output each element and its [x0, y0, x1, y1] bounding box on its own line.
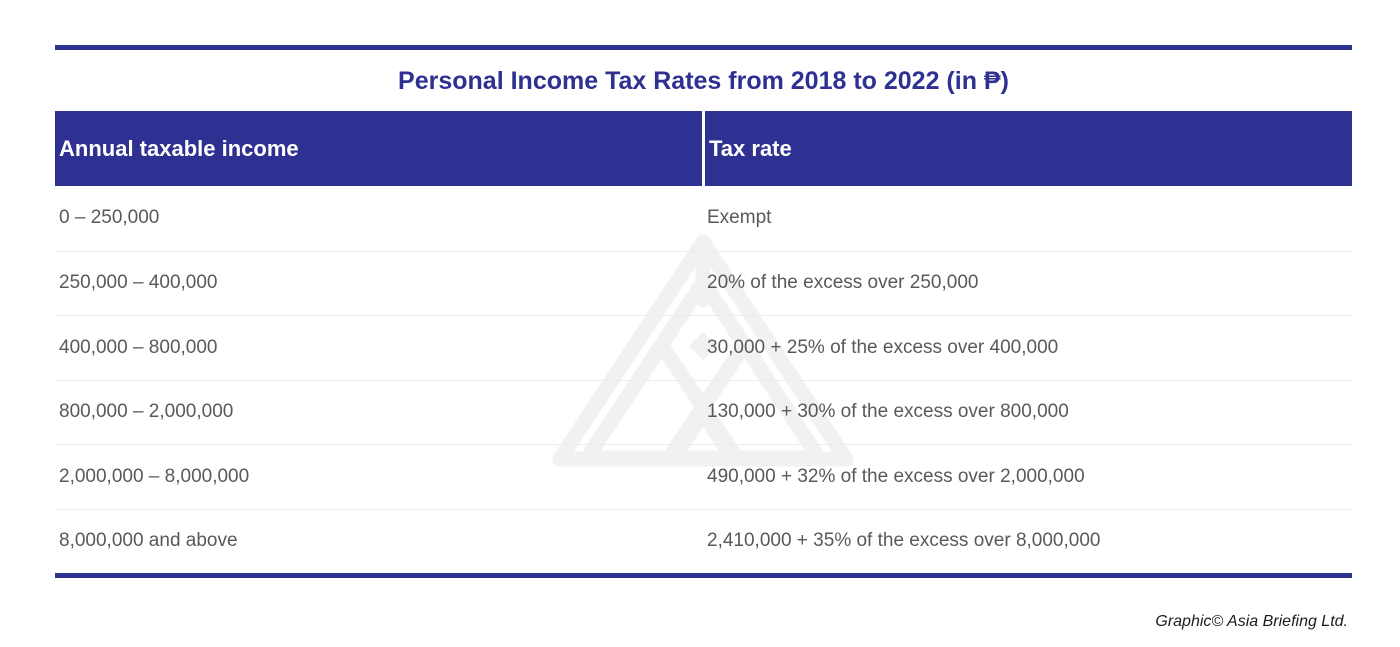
cell-tax-rate: 20% of the excess over 250,000 — [707, 272, 979, 294]
bottom-accent-bar — [55, 573, 1352, 578]
cell-tax-rate: 30,000 + 25% of the excess over 400,000 — [707, 336, 1059, 358]
cell-annual-taxable-income: 2,000,000 – 8,000,000 — [59, 465, 250, 487]
table-body — [55, 186, 1352, 573]
cell-tax-rate: 130,000 + 30% of the excess over 800,000 — [707, 401, 1069, 423]
cell-annual-taxable-income: 800,000 – 2,000,000 — [59, 401, 234, 423]
cell-annual-taxable-income: 8,000,000 and above — [59, 530, 238, 552]
cell-tax-rate: 490,000 + 32% of the excess over 2,000,000 — [707, 465, 1085, 487]
table-row — [55, 380, 1352, 445]
table-row — [55, 509, 1352, 574]
table-row — [55, 444, 1352, 509]
cell-annual-taxable-income: 250,000 – 400,000 — [59, 272, 218, 294]
tax-rate-table — [55, 111, 1352, 573]
table-row — [55, 251, 1352, 316]
page-title: Personal Income Tax Rates from 2018 to 2022 (in ₱) — [398, 67, 1009, 95]
cell-tax-rate: Exempt — [707, 207, 772, 229]
cell-annual-taxable-income: 400,000 – 800,000 — [59, 336, 218, 358]
column-header-annual-taxable-income: Annual taxable income — [59, 135, 299, 161]
table-row — [55, 315, 1352, 380]
column-header-tax-rate: Tax rate — [709, 135, 792, 161]
credit-text: Graphic© Asia Briefing Ltd. — [1155, 613, 1348, 630]
cell-annual-taxable-income: 0 – 250,000 — [59, 207, 160, 229]
table-header-row — [55, 111, 1352, 186]
top-accent-bar — [55, 45, 1352, 50]
table-row — [55, 186, 1352, 251]
cell-tax-rate: 2,410,000 + 35% of the excess over 8,000,000 — [707, 530, 1101, 552]
